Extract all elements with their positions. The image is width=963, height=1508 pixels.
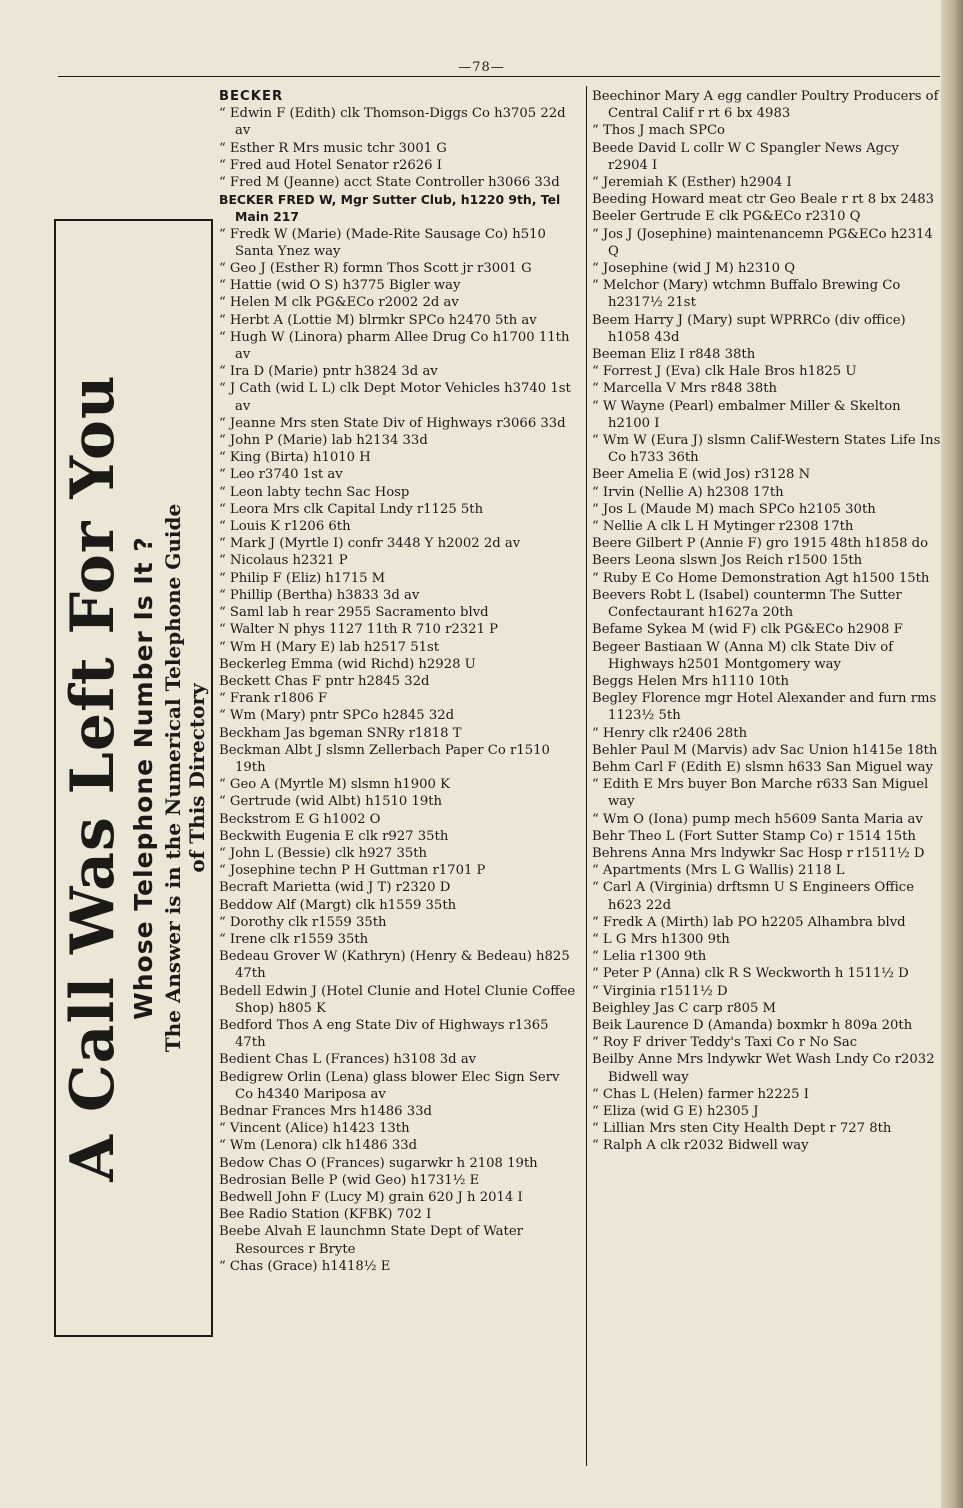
right-column-listings [592,88,942,1155]
directory-entry: Behler Paul M (Marvis) adv Sac Union h1415e 18th [592,742,938,758]
directory-entry: Beighley Jas C carp r805 M [592,1000,777,1016]
directory-entry: Beggs Helen Mrs h1110 10th [592,673,789,689]
directory-entry: “ Ruby E Co Home Demonstration Agt h1500 15th [592,570,930,586]
directory-entry: BECKER [219,89,284,104]
directory-entry: Beeman Eliz I r848 38th [592,347,756,363]
directory-entry: “ Leo r3740 1st av [219,467,343,483]
directory-entry: “ Chas L (Helen) farmer h2225 I [592,1086,809,1102]
directory-entry: “ Mark J (Myrtle I) confr 3448 Y h2002 2d av [219,536,521,552]
directory-entry: Beckerleg Emma (wid Richd) h2928 U [219,656,476,672]
directory-entry: Beechinor Mary A egg candler Poultry Producers of Central Calif r rt 6 bx 4983 [592,89,939,122]
directory-entry: Behrens Anna Mrs lndywkr Sac Hosp r r1511½ D [592,845,925,861]
directory-entry: Beckwith Eugenia E clk r927 35th [219,828,449,844]
directory-entry: Beckett Chas F pntr h2845 32d [219,673,430,689]
directory-entry: “ Esther R Mrs music tchr 3001 G [219,140,447,156]
directory-entry: “ Dorothy clk r1559 35th [219,914,387,930]
directory-entry: “ Eliza (wid G E) h2305 J [592,1103,759,1119]
directory-entry: Behr Theo L (Fort Sutter Stamp Co) r 1514 15th [592,828,916,844]
directory-entry: Beilby Anne Mrs lndywkr Wet Wash Lndy Co r2032 Bidwell way [592,1052,935,1085]
directory-entry: “ Nellie A clk L H Mytinger r2308 17th [592,519,854,535]
directory-entry: “ Carl A (Virginia) drftsmn U S Engineers Office h623 22d [592,880,914,913]
directory-entry: “ Frank r1806 F [219,691,328,707]
directory-entry: “ Ira D (Marie) pntr h3824 3d av [219,364,438,380]
directory-entry: “ Wm O (Iona) pump mech h5609 Santa Maria av [592,811,923,827]
directory-entry: “ Henry clk r2406 28th [592,725,748,741]
directory-entry: “ Irene clk r1559 35th [219,931,369,947]
directory-entry: “ Irvin (Nellie A) h2308 17th [592,484,784,500]
directory-entry: Beeding Howard meat ctr Geo Beale r rt 8 bx 2483 [592,192,935,208]
ad-headline: A Call Was Left For You [57,374,128,1182]
directory-entry: “ Helen M clk PG&ECo r2002 2d av [219,295,459,311]
directory-entry: Beeler Gertrude E clk PG&ECo r2310 Q [592,209,861,225]
directory-entry: “ Apartments (Mrs L G Wallis) 2118 L [592,863,845,879]
directory-entry: “ Jos J (Josephine) maintenancemn PG&ECo h2314 Q [592,226,933,259]
directory-entry: “ Phillip (Bertha) h3833 3d av [219,587,420,603]
directory-entry: “ Jos L (Maude M) mach SPCo h2105 30th [592,501,876,517]
directory-entry: Beckman Albt J slsmn Zellerbach Paper Co r1510 19th [219,742,550,775]
directory-entry: “ Wm (Mary) pntr SPCo h2845 32d [219,708,455,724]
directory-entry: “ Melchor (Mary) wtchmn Buffalo Brewing Co h2317½ 21st [592,278,901,311]
directory-entry: Beevers Robt L (Isabel) countermn The Sutter Confectaurant h1627a 20th [592,587,902,621]
directory-entry: Befame Sykea M (wid F) clk PG&ECo h2908 F [592,622,903,638]
directory-entry: “ Leora Mrs clk Capital Lndy r1125 5th [219,501,484,517]
directory-entry: Bednar Frances Mrs h1486 33d [219,1103,432,1119]
directory-entry: Beckstrom E G h1002 O [219,811,381,827]
directory-entry: “ Virginia r1511½ D [592,983,728,999]
directory-entry: Bedient Chas L (Frances) h3108 3d av [219,1052,477,1068]
directory-entry: Becraft Marietta (wid J T) r2320 D [219,880,451,896]
directory-entry: “ Fred aud Hotel Senator r2626 I [219,157,442,173]
directory-entry: “ Jeanne Mrs sten State Div of Highways r3066 33d [219,415,566,431]
directory-entry: Beckham Jas bgeman SNRy r1818 T [219,725,462,741]
directory-entry: “ King (Birta) h1010 H [219,450,371,466]
directory-entry: Bedeau Grover W (Kathryn) (Henry & Bedeau) h825 47th [219,949,570,982]
sidebar-advertisement [54,219,213,1337]
directory-entry: Bedrosian Belle P (wid Geo) h1731½ E [219,1172,480,1188]
directory-entry: “ Lelia r1300 9th [592,949,707,965]
directory-entry: “ Forrest J (Eva) clk Hale Bros h1825 U [592,364,857,380]
directory-entry: Beers Leona slswn Jos Reich r1500 15th [592,553,863,569]
directory-entry: “ Walter N phys 1127 11th R 710 r2321 P [219,622,499,638]
directory-entry: Bedow Chas O (Frances) sugarwkr h 2108 19th [219,1155,538,1171]
page-number: —78— [458,60,505,75]
directory-entry: “ Vincent (Alice) h1423 13th [219,1121,410,1137]
directory-entry: “ Leon labty techn Sac Hosp [219,484,410,500]
directory-entry: “ Lillian Mrs sten City Health Dept r 727 8th [592,1121,892,1137]
header-rule [58,76,940,77]
ad-subheadline: Whose Telephone Number Is It ? [128,536,158,1020]
directory-entry: “ Wm W (Eura J) slsmn Calif-Western States Life Ins Co h733 36th [592,433,941,466]
ad-line-3: The Answer is in the Numerical Telephone Guide [160,503,185,1053]
directory-entry: “ Fredk A (Mirth) lab PO h2205 Alhambra blvd [592,914,906,930]
directory-entry: Bedwell John F (Lucy M) grain 620 J h 2014 I [219,1190,523,1205]
directory-entry: “ John P (Marie) lab h2134 33d [219,433,428,449]
directory-entry: “ Nicolaus h2321 P [219,553,348,569]
directory-entry: Beere Gilbert P (Annie F) gro 1915 48th h1858 do [592,536,929,552]
directory-entry: Beik Laurence D (Amanda) boxmkr h 809a 20th [592,1017,913,1033]
directory-entry: Begeer Bastiaan W (Anna M) clk State Div of Highways h2501 Montgomery way [592,639,894,672]
sidebar-ad-text [59,238,209,1318]
directory-entry: Behm Carl F (Edith E) slsmn h633 San Miguel way [592,759,933,775]
directory-entry: “ John L (Bessie) clk h927 35th [219,845,428,861]
directory-entry: “ Jeremiah K (Esther) h2904 I [592,175,792,191]
directory-entry: “ Wm (Lenora) clk h1486 33d [219,1138,418,1154]
directory-entry: “ Geo A (Myrtle M) slsmn h1900 K [219,777,450,793]
directory-entry: “ Chas (Grace) h1418½ E [219,1258,391,1274]
directory-entry: “ W Wayne (Pearl) embalmer Miller & Skelton h2100 I [592,398,901,431]
directory-entry: Beem Harry J (Mary) supt WPRRCo (div office) h1058 43d [592,312,906,345]
directory-entry: Bedford Thos A eng State Div of Highways r1365 47th [219,1017,549,1051]
directory-entry: “ Philip F (Eliz) h1715 M [219,570,386,586]
directory-entry: “ Fred M (Jeanne) acct State Controller h3066 33d [219,175,560,191]
directory-entry: “ Ralph A clk r2032 Bidwell way [592,1138,809,1154]
directory-entry: “ Louis K r1206 6th [219,519,351,535]
column-divider [586,86,587,1466]
page-edge-shadow [941,0,963,1508]
directory-entry: “ L G Mrs h1300 9th [592,931,730,947]
directory-entry: “ Edith E Mrs buyer Bon Marche r633 San Miguel way [592,777,929,810]
directory-entry: BECKER FRED W, Mgr Sutter Club, h1220 9th, Tel Main 217 [219,192,561,225]
directory-entry: “ Herbt A (Lottie M) blrmkr SPCo h2470 5th av [219,312,537,328]
directory-entry: “ Wm H (Mary E) lab h2517 51st [219,639,440,655]
directory-entry: “ Edwin F (Edith) clk Thomson-Diggs Co h3705 22d av [219,106,566,139]
directory-entry: “ Fredk W (Marie) (Made-Rite Sausage Co) h510 Santa Ynez way [219,226,546,259]
directory-entry: “ Thos J mach SPCo [592,123,725,139]
directory-entry: Bedigrew Orlin (Lena) glass blower Elec Sign Serv Co h4340 Mariposa av [219,1069,560,1102]
directory-entry: “ Marcella V Mrs r848 38th [592,381,778,397]
directory-entry: “ Hugh W (Linora) pharm Allee Drug Co h1700 11th av [219,329,570,363]
directory-entry: “ Peter P (Anna) clk R S Weckworth h 1511½ D [592,966,909,982]
directory-entry: Begley Florence mgr Hotel Alexander and furn rms 1123½ 5th [592,691,937,724]
directory-entry: “ Saml lab h rear 2955 Sacramento blvd [219,605,489,621]
directory-entry: Beebe Alvah E launchmn State Dept of Water Resources r Bryte [219,1224,523,1257]
directory-entry: Bee Radio Station (KFBK) 702 I [219,1207,432,1223]
ad-line-4: of This Directory [184,683,209,873]
directory-entry: Beer Amelia E (wid Jos) r3128 N [592,467,811,483]
directory-entry: “ Josephine (wid J M) h2310 Q [592,261,796,277]
directory-entry: “ J Cath (wid L L) clk Dept Motor Vehicles h3740 1st av [219,381,571,414]
directory-entry: Bedell Edwin J (Hotel Clunie and Hotel Clunie Coffee Shop) h805 K [219,983,576,1016]
directory-entry: Beddow Alf (Margt) clk h1559 35th [219,897,457,913]
left-column-listings [219,88,581,1275]
directory-entry: Beede David L collr W C Spangler News Agcy r2904 I [592,140,899,173]
directory-entry: “ Roy F driver Teddy's Taxi Co r No Sac [592,1035,858,1051]
directory-entry: “ Gertrude (wid Albt) h1510 19th [219,794,443,810]
directory-entry: “ Geo J (Esther R) formn Thos Scott jr r3001 G [219,261,532,277]
directory-entry: “ Josephine techn P H Guttman r1701 P [219,863,486,879]
directory-entry: “ Hattie (wid O S) h3775 Bigler way [219,278,461,294]
